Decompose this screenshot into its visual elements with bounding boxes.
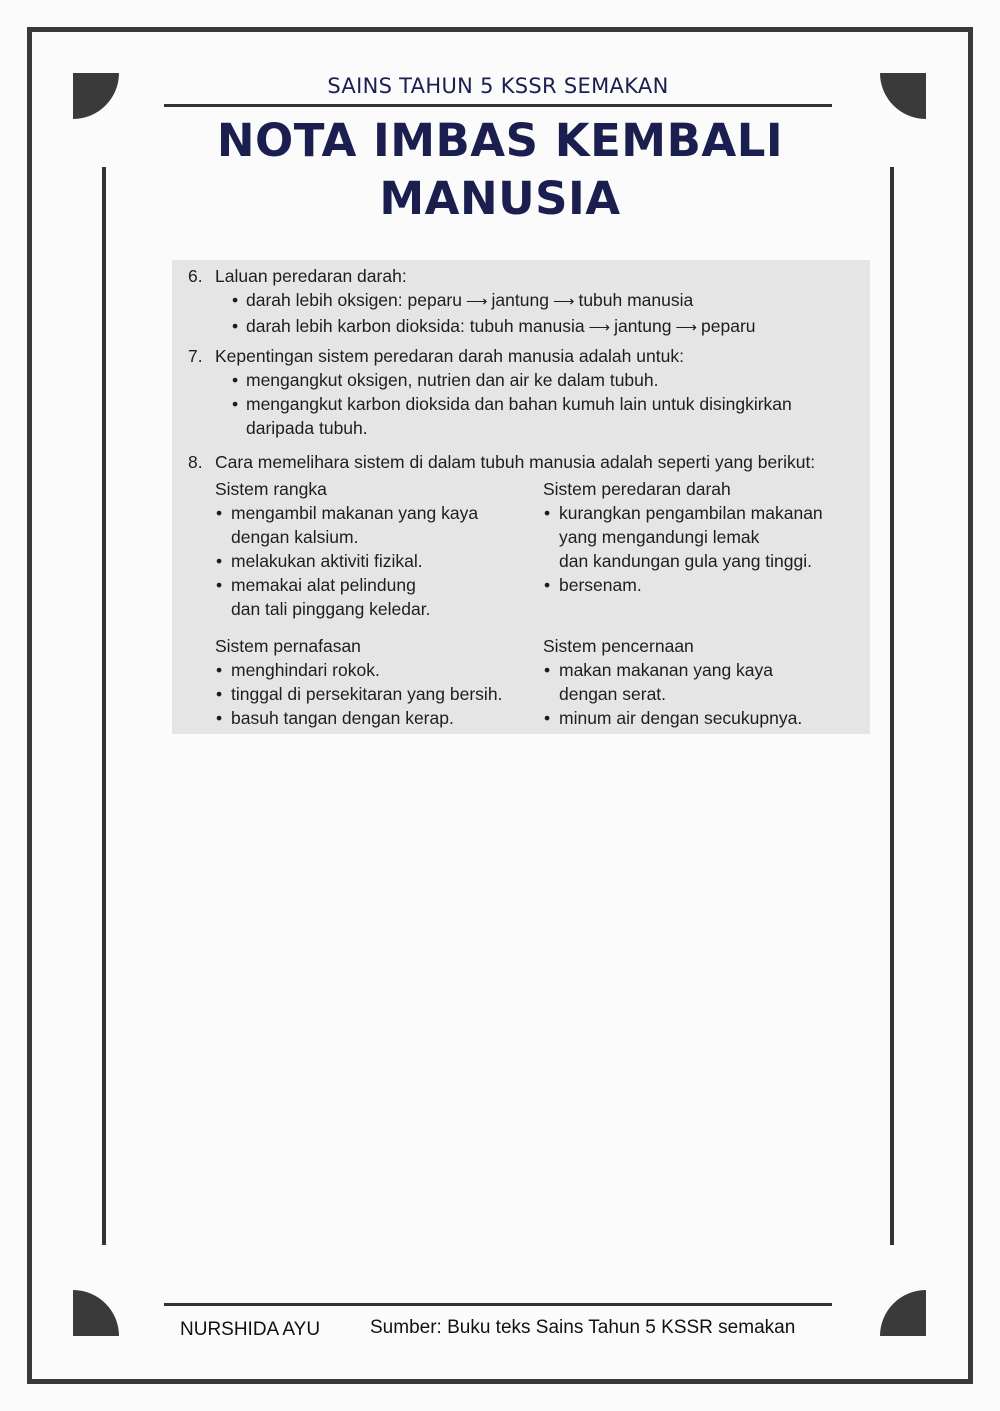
notes-image-panel	[172, 260, 870, 734]
list-item: • bersenam.	[543, 573, 868, 597]
list-item: • mengambil makanan yang kaya	[215, 501, 535, 525]
item-heading: 7. Kepentingan sistem peredaran darah manusia adalah untuk:	[188, 346, 684, 366]
item-heading: 8. Cara memelihara sistem di dalam tubuh manusia adalah seperti yang berikut:	[188, 452, 816, 472]
sistem-rangka: Sistem rangka • mengambil makanan yang kaya dengan kalsium. • melakukan aktiviti fizikal. • memakai alat pelindung dan tali pinggang keledar.	[215, 477, 535, 621]
subject-heading: SAINS TAHUN 5 KSSR SEMAKAN	[327, 74, 669, 98]
list-item: • darah lebih oksigen: peparu ⟶ jantung ⟶ tubuh manusia	[188, 288, 866, 314]
list-item-continuation: daripada tubuh.	[246, 418, 368, 438]
sistem-peredaran-darah: Sistem peredaran darah • kurangkan pengambilan makanan yang mengandungi lemak dan kandungan gula yang tinggi. • bersenam.	[543, 477, 868, 597]
list-item: • kurangkan pengambilan makanan	[543, 501, 868, 525]
right-rule	[890, 167, 894, 1245]
list-item: • mengangkut oksigen, nutrien dan air ke dalam tubuh.	[188, 368, 866, 392]
source-credit: Sumber: Buku teks Sains Tahun 5 KSSR semakan	[370, 1317, 796, 1338]
list-item: • makan makanan yang kaya	[543, 658, 868, 682]
footer-rule	[164, 1303, 832, 1306]
sistem-pencernaan: Sistem pencernaan • makan makanan yang kaya dengan serat. • minum air dengan secukupnya.	[543, 634, 868, 730]
title-line-1: NOTA IMBAS KEMBALI	[216, 114, 784, 167]
note-item-6	[188, 264, 866, 340]
section-title: Sistem rangka	[215, 479, 327, 499]
list-item: • memakai alat pelindung	[215, 573, 535, 597]
arrow-icon: ⟶	[466, 293, 488, 310]
list-item: • melakukan aktiviti fizikal.	[215, 549, 535, 573]
header-rule	[164, 104, 832, 107]
arrow-icon: ⟶	[552, 293, 575, 310]
arrow-icon: ⟶	[675, 319, 698, 336]
left-rule	[102, 167, 106, 1245]
list-item: • menghindari rokok.	[215, 658, 535, 682]
section-title: Sistem peredaran darah	[543, 479, 731, 499]
list-item: • tinggal di persekitaran yang bersih.	[215, 682, 535, 706]
list-item: • basuh tangan dengan kerap.	[215, 706, 535, 730]
list-item: • darah lebih karbon dioksida: tubuh manusia ⟶ jantung ⟶ peparu	[188, 314, 866, 340]
section-title: Sistem pencernaan	[543, 636, 694, 656]
note-item-7	[188, 344, 866, 440]
title-line-2: MANUSIA	[379, 172, 621, 225]
page-title	[140, 112, 860, 228]
note-item-8	[188, 450, 866, 474]
sistem-pernafasan	[215, 634, 535, 730]
item-heading: 6. Laluan peredaran darah:	[188, 266, 407, 286]
arrow-icon: ⟶	[588, 319, 611, 336]
author-name: NURSHIDA AYU	[180, 1319, 321, 1340]
list-item: • mengangkut karbon dioksida dan bahan kumuh lain untuk disingkirkan	[188, 392, 866, 416]
section-title: Sistem pernafasan	[215, 636, 361, 656]
list-item: • minum air dengan secukupnya.	[543, 706, 868, 730]
